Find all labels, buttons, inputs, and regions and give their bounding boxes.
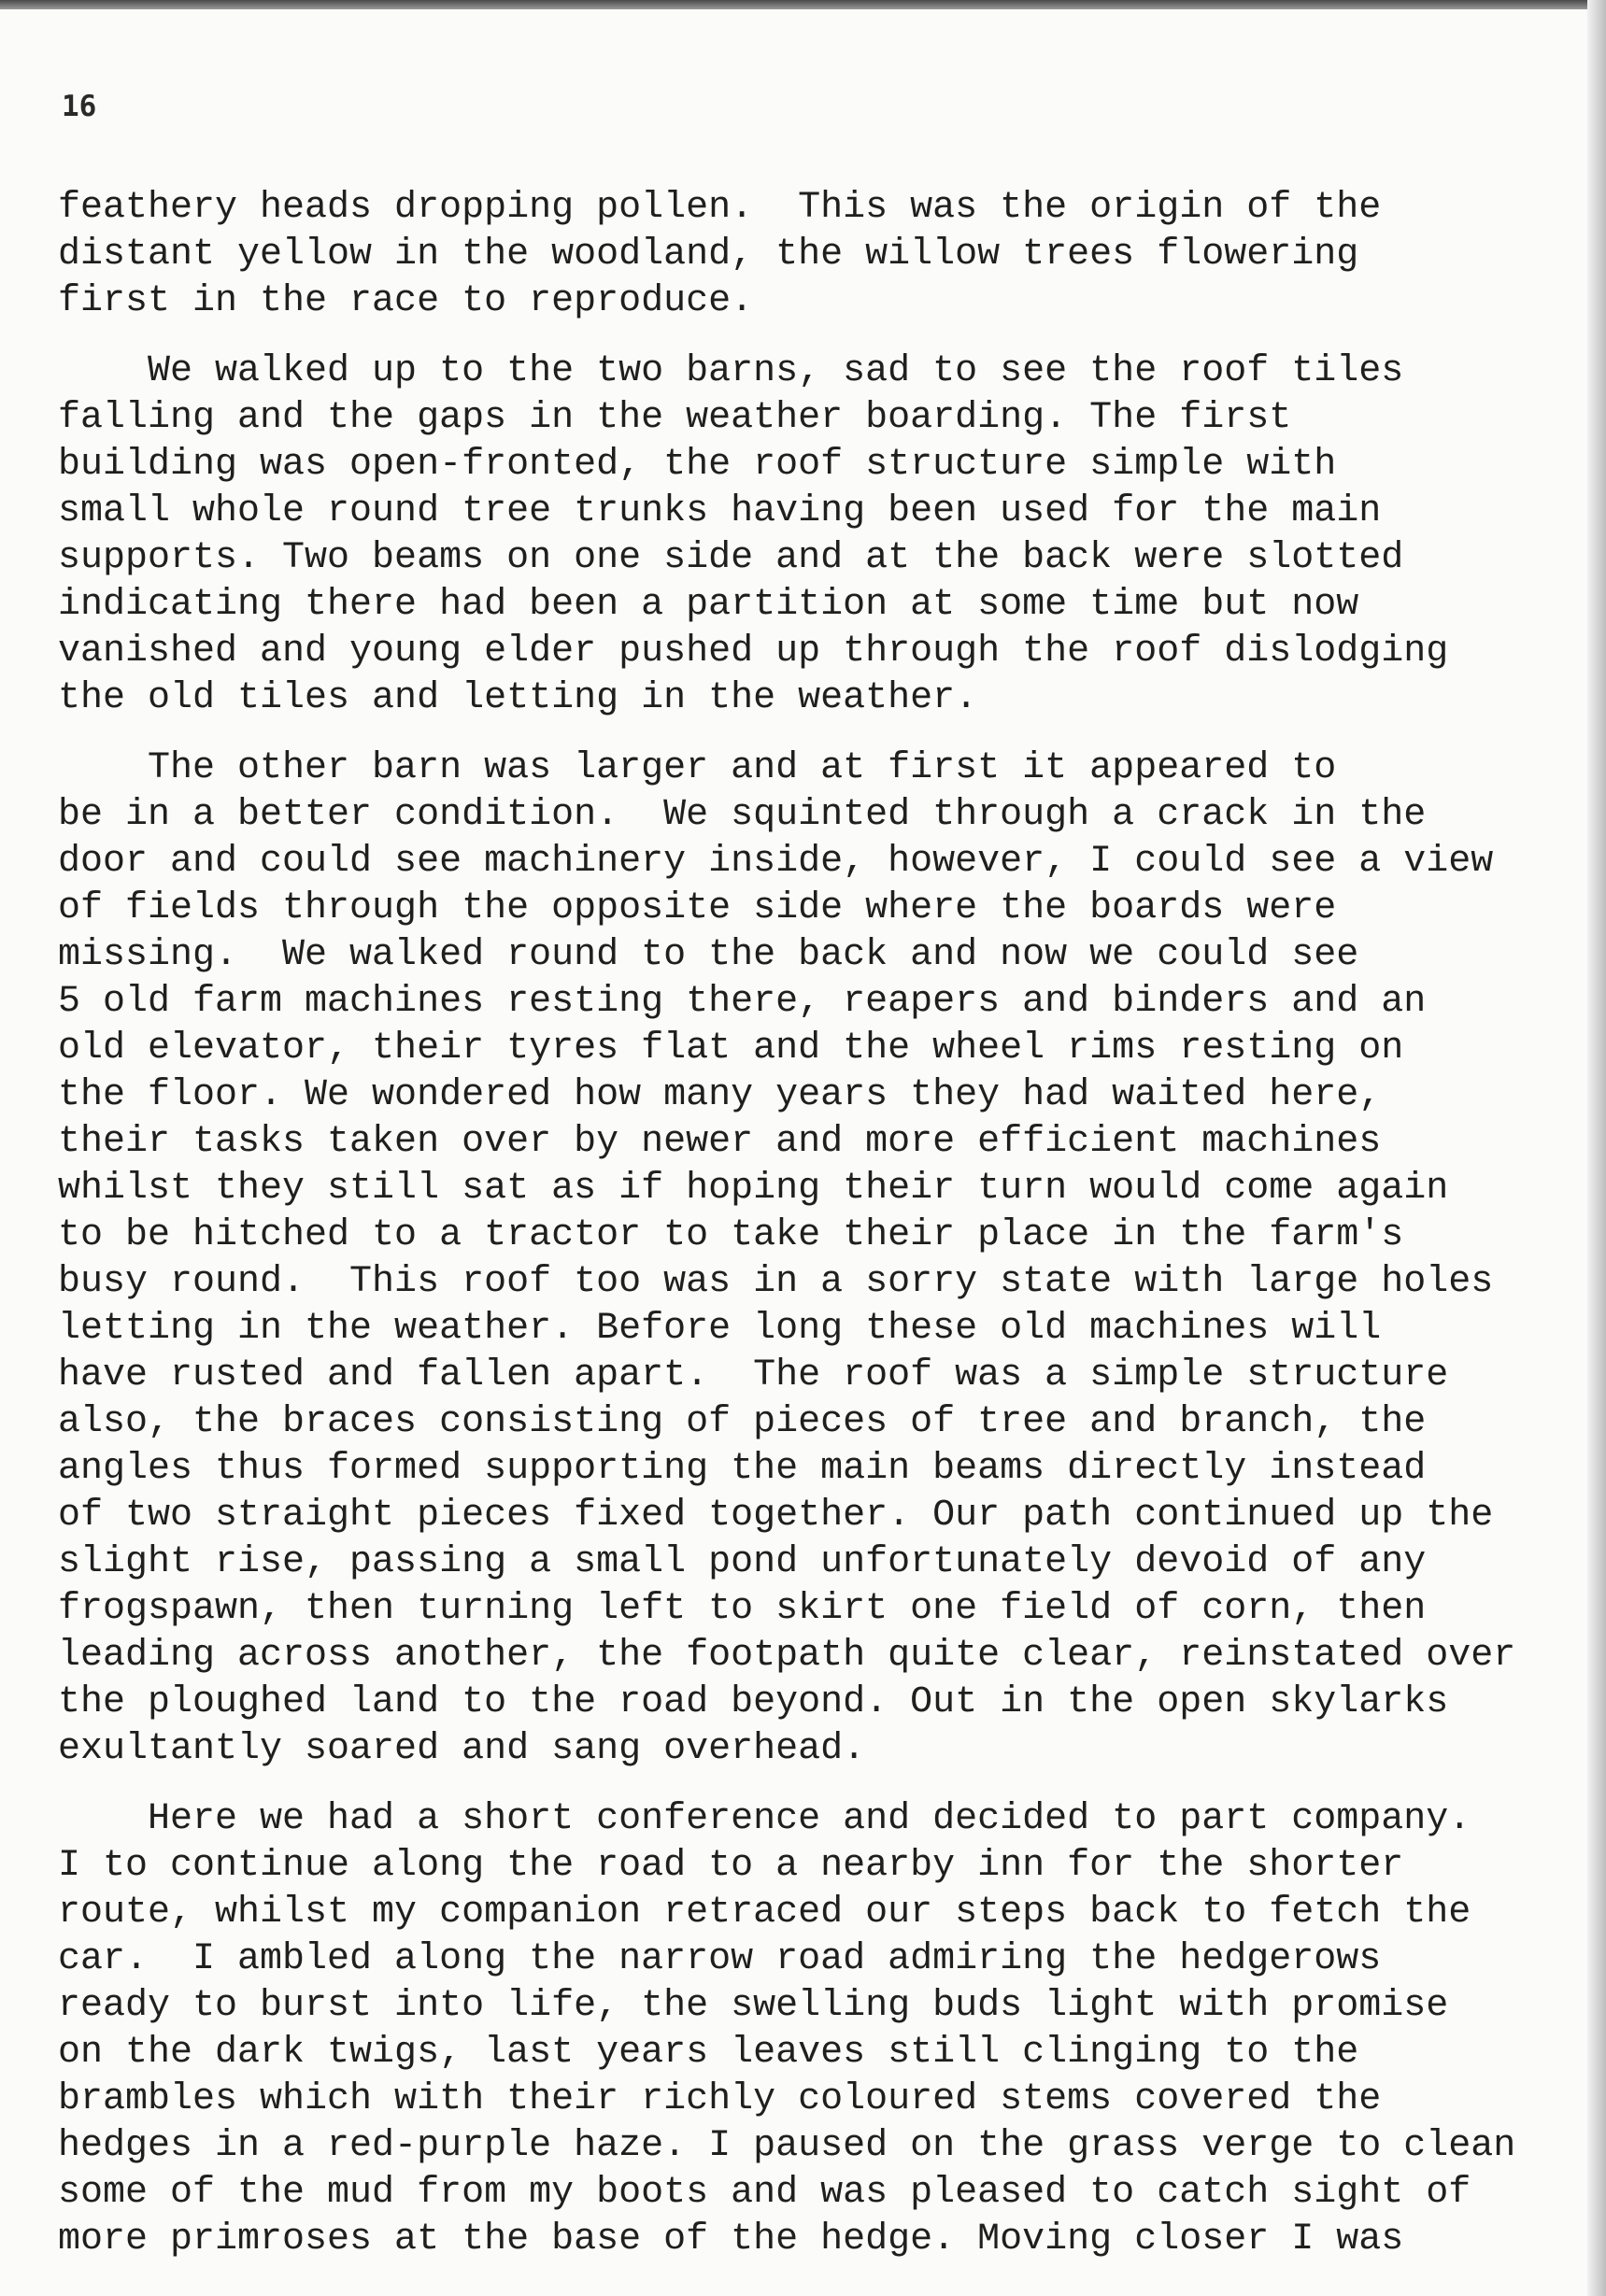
text-line: have rusted and fallen apart. The roof was a simple structure	[58, 1354, 1449, 1396]
text-line: the old tiles and letting in the weather.	[58, 677, 978, 719]
paragraph	[58, 1796, 1571, 2263]
text-line: exultantly soared and sang overhead.	[58, 1728, 866, 1770]
text-line: frogspawn, then turning left to skirt one field of corn, then	[58, 1588, 1427, 1630]
text-line: also, the braces consisting of pieces of tree and branch, the	[58, 1401, 1427, 1443]
text-line: missing. We walked round to the back and now we could see	[58, 934, 1359, 976]
text-line: the floor. We wondered how many years they had waited here,	[58, 1074, 1382, 1116]
text-line: small whole round tree trunks having been used for the main	[58, 490, 1382, 532]
text-line: The other barn was larger and at first it appeared to	[58, 747, 1337, 789]
top-edge-rule	[0, 0, 1588, 9]
text-line: We walked up to the two barns, sad to see the roof tiles	[58, 350, 1404, 392]
text-line: falling and the gaps in the weather boarding. The first	[58, 397, 1292, 439]
text-line: indicating there had been a partition at some time but now	[58, 584, 1359, 626]
text-line: supports. Two beams on one side and at the back were slotted	[58, 537, 1404, 579]
text-line: to be hitched to a tractor to take their place in the farm's	[58, 1214, 1404, 1256]
text-line: their tasks taken over by newer and more efficient machines	[58, 1121, 1382, 1163]
text-line: I to continue along the road to a nearby inn for the shorter	[58, 1845, 1404, 1887]
text-line: busy round. This roof too was in a sorry state with large holes	[58, 1261, 1494, 1303]
text-line: leading across another, the footpath quite clear, reinstated over	[58, 1635, 1516, 1677]
text-line: some of the mud from my boots and was pleased to catch sight of	[58, 2172, 1471, 2214]
text-line: of fields through the opposite side where the boards were	[58, 887, 1337, 929]
text-line: slight rise, passing a small pond unfortunately devoid of any	[58, 1541, 1427, 1583]
page-edge-shadow	[1587, 0, 1606, 2296]
text-line: distant yellow in the woodland, the willow trees flowering	[58, 234, 1359, 276]
text-line: Here we had a short conference and decided to part company.	[58, 1798, 1471, 1840]
page-number: 16	[62, 90, 97, 123]
text-line: 5 old farm machines resting there, reapers and binders and an	[58, 981, 1427, 1023]
text-line: the ploughed land to the road beyond. Out in the open skylarks	[58, 1681, 1449, 1723]
text-line: hedges in a red-purple haze. I paused on the grass verge to clean	[58, 2125, 1516, 2167]
paragraph	[58, 185, 1571, 325]
text-line: car. I ambled along the narrow road admiring the hedgerows	[58, 1938, 1382, 1980]
text-line: route, whilst my companion retraced our steps back to fetch the	[58, 1892, 1471, 1934]
text-line: feathery heads dropping pollen. This was the origin of the	[58, 187, 1382, 229]
paragraph	[58, 348, 1571, 722]
text-line: old elevator, their tyres flat and the wheel rims resting on	[58, 1028, 1404, 1070]
text-line: ready to burst into life, the swelling buds light with promise	[58, 1985, 1449, 2027]
text-line: be in a better condition. We squinted through a crack in the	[58, 794, 1427, 836]
text-line: of two straight pieces fixed together. Our path continued up the	[58, 1495, 1494, 1537]
text-line: door and could see machinery inside, however, I could see a view	[58, 841, 1494, 883]
text-line: vanished and young elder pushed up through the roof dislodging	[58, 631, 1449, 673]
text-line: angles thus formed supporting the main beams directly instead	[58, 1448, 1427, 1490]
text-line: whilst they still sat as if hoping their turn would come again	[58, 1168, 1449, 1210]
text-line: building was open-fronted, the roof structure simple with	[58, 444, 1337, 486]
text-line: letting in the weather. Before long these old machines will	[58, 1308, 1382, 1350]
body-text	[58, 185, 1571, 2287]
text-line: first in the race to reproduce.	[58, 280, 754, 322]
text-line: on the dark twigs, last years leaves still clinging to the	[58, 2032, 1359, 2074]
text-line: more primroses at the base of the hedge. Moving closer I was	[58, 2218, 1404, 2261]
text-line: brambles which with their richly coloured stems covered the	[58, 2078, 1382, 2120]
paragraph	[58, 745, 1571, 1773]
